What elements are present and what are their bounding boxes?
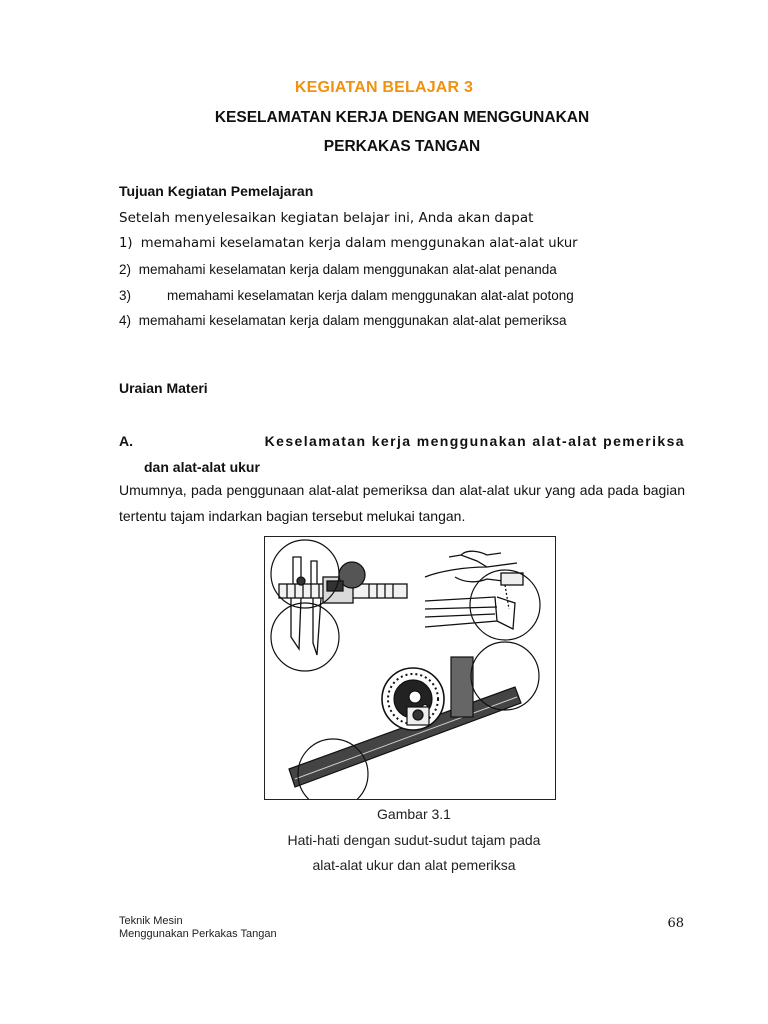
figure-caption-line-1: Hati-hati dengan sudut-sudut tajam pada — [287, 832, 541, 848]
section-a-title-line-2: dan alat-alat ukur — [144, 459, 260, 475]
vernier-caliper-drawing — [279, 557, 407, 655]
title-line-1: KESELAMATAN KERJA DENGAN MENGGUNAKAN — [214, 109, 590, 126]
hand-and-block-drawing — [425, 551, 523, 629]
objective-text: memahami keselamatan kerja dalam menggunakan alat-alat ukur — [140, 236, 578, 251]
figure-label: Gambar 3.1 — [377, 806, 451, 822]
objective-text: memahami keselamatan kerja dalam menggunakan alat-alat potong — [167, 288, 574, 303]
objective-number: 3) — [119, 288, 132, 303]
caution-circle — [271, 603, 339, 671]
material-heading: Uraian Materi — [119, 380, 208, 396]
activity-label: KEGIATAN BELAJAR 3 — [294, 79, 474, 96]
page-number: 68 — [667, 916, 684, 931]
objective-number: 1) — [119, 236, 133, 251]
objectives-heading: Tujuan Kegiatan Pemelajaran — [119, 183, 314, 199]
figure-3-1 — [264, 536, 556, 800]
footer-line-2: Menggunakan Perkakas Tangan — [119, 928, 277, 940]
section-a-paragraph: Umumnya, pada penggunaan alat-alat pemeriksa dan alat-alat ukur yang ada pada bagian tertentu tajam indarkan bagian tersebut melukai tangan. — [119, 482, 685, 524]
footer-line-1: Teknik Mesin — [119, 915, 183, 927]
protractor-square-drawing — [289, 657, 521, 787]
objective-number: 2) — [119, 262, 132, 277]
section-a-letter: A. — [119, 433, 133, 449]
section-a-title-line-1: Keselamatan kerja menggunakan alat-alat pemeriksa — [264, 433, 685, 449]
figure-caption-line-2: alat-alat ukur dan alat pemeriksa — [312, 857, 516, 873]
objective-item-4 — [119, 313, 567, 328]
objective-text: memahami keselamatan kerja dalam menggunakan alat-alat pemeriksa — [138, 313, 567, 328]
title-line-2: PERKAKAS TANGAN — [323, 138, 481, 155]
objective-number: 4) — [119, 313, 132, 328]
section-a-heading — [119, 428, 685, 480]
tool-illustration — [265, 537, 555, 799]
objective-item-2 — [119, 262, 557, 277]
objectives-intro: Setelah menyelesaikan kegiatan belajar ini, Anda akan dapat — [119, 210, 534, 226]
footer-source — [119, 915, 277, 941]
objective-text: memahami keselamatan kerja dalam menggunakan alat-alat penanda — [138, 262, 557, 277]
objective-item-1 — [119, 236, 578, 251]
objective-item-3 — [119, 288, 574, 303]
